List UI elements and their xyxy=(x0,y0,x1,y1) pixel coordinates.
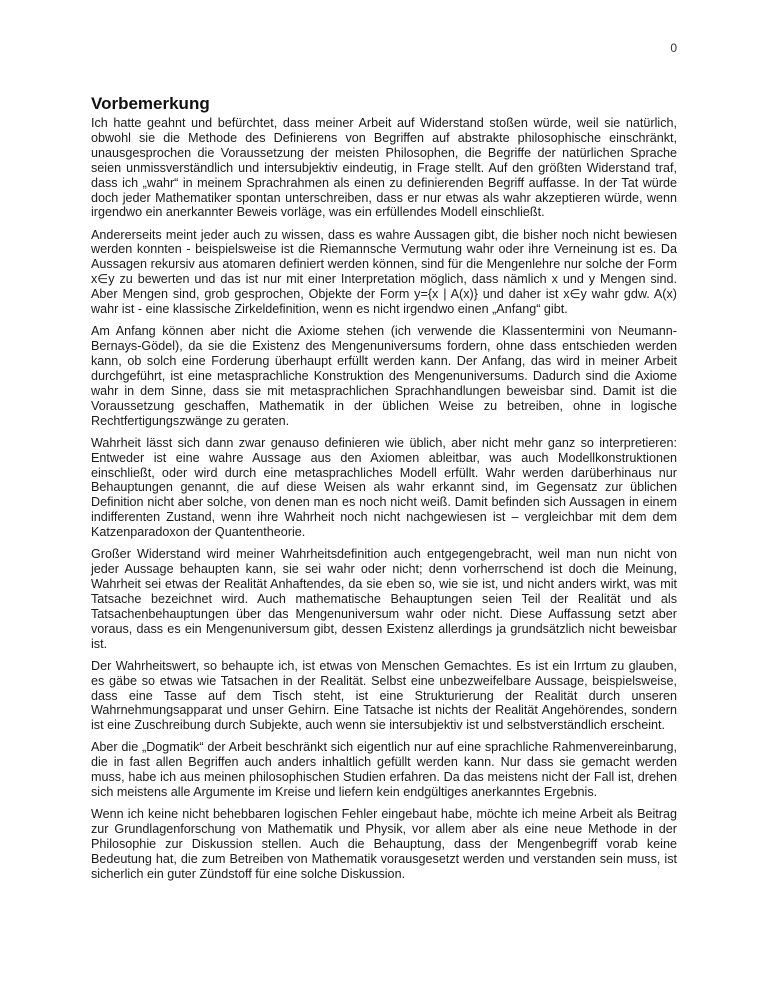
paragraph-2: Andererseits meint jeder auch zu wissen, dass es wahre Aussagen gibt, die bisher noch nicht bewiesen werden konnten - beispielsweise ist die Riemannsche Vermutung wahr oder ihre Verneinung ist es. Da Aussagen rekursiv aus atomaren definiert werden können, sind für die Mengenlehre nur solche der Form x∈y zu bewerten und das ist nur mit einer Interpretation möglich, dass nämlich x und y Mengen sind. Aber Mengen sind, grob gesprochen, Objekte der Form y={x | A(x)} und daher ist x∈y wahr gdw. A(x) wahr ist - eine klassische Zirkeldefinition, wenn es nicht irgendwo einen „Anfang“ gibt. xyxy=(91,227,677,317)
paragraph-6: Der Wahrheitswert, so behaupte ich, ist etwas von Menschen Gemachtes. Es ist ein Irrtum zu glauben, es gäbe so etwas wie Tatsachen in der Realität. Selbst eine unbezweifelbare Aussage, beispielsweise, dass eine Tasse auf dem Tisch steht, ist eine Strukturierung der Realität durch unseren Wahrnehmungsapparat und unser Gehirn. Eine Tatsache ist nichts der Realität Angehörendes, sondern ist eine Zuschreibung durch Subjekte, auch wenn sie intersubjektiv ist und selbstverständlich erscheint. xyxy=(91,658,677,733)
page-number: 0 xyxy=(670,41,677,55)
paragraph-5: Großer Widerstand wird meiner Wahrheitsdefinition auch entgegengebracht, weil man nun nicht von jeder Aussage behaupten kann, sie sei wahr oder nicht; denn vorherrschend ist doch die Meinung, Wahrheit sei etwas der Realität Anhaftendes, da sie eben so, wie sie ist, und nicht anders wirkt, was mit Tatsache bezeichnet wird. Auch mathematische Behauptungen seien Teil der Realität und als Tatsachenbehauptungen über das Mengenuniversum wahr oder nicht. Diese Auffassung setzt aber voraus, dass es ein Mengenuniversum gibt, dessen Existenz allerdings ja grundsätzlich nicht beweisbar ist. xyxy=(91,547,677,651)
paragraph-3: Am Anfang können aber nicht die Axiome stehen (ich verwende die Klassentermini von Neumann-Bernays-Gödel), da sie die Existenz des Mengenuniversums fordern, ohne dass entschieden werden kann, ob solch eine Forderung überhaupt erfüllt werden kann. Der Anfang, das wird in meiner Arbeit durchgeführt, ist eine metasprachliche Konstruktion des Mengenuniversums. Dadurch sind die Axiome wahr in dem Sinne, dass sie mit metasprachlichen Sprachhandlungen beweisbar sind. Damit ist die Voraussetzung geschaffen, Mathematik in der üblichen Weise zu betreiben, ohne in logische Rechtfertigungszwänge zu geraten. xyxy=(91,324,677,428)
paragraph-7: Aber die „Dogmatik“ der Arbeit beschränkt sich eigentlich nur auf eine sprachliche Rahmenvereinbarung, die in fast allen Begriffen auch anders inhaltlich gefüllt werden kann. Nur dass sie gemacht werden muss, habe ich aus meinen philosophischen Studien erfahren. Da das meistens nicht der Fall ist, drehen sich meistens alle Argumente im Kreise und liefern kein endgültiges anerkanntes Ergebnis. xyxy=(91,740,677,800)
paragraph-1: Ich hatte geahnt und befürchtet, dass meiner Arbeit auf Widerstand stoßen würde, weil sie natürlich, obwohl sie die Methode des Definierens von Begriffen auf abstrakte philosophische einschränkt, unausgesprochen die Voraussetzung der meisten Philosophen, die Begriffe der natürlichen Sprache seien unmissverständlich und intersubjektiv eindeutig, in Frage stellt. Auf den größten Widerstand traf, dass ich „wahr“ in meinem Sprachrahmen als einen zu definierenden Begriff auffasse. In der Tat würde doch jeder Mathematiker spontan unterschreiben, dass er nur etwas als wahr akzeptieren würde, wenn irgendwo ein anerkannter Beweis vorläge, was ein erfüllendes Modell einschließt. xyxy=(91,116,677,220)
paragraph-4: Wahrheit lässt sich dann zwar genauso definieren wie üblich, aber nicht mehr ganz so interpretieren: Entweder ist eine wahre Aussage aus den Axiomen ableitbar, was auch Modellkonstruktionen einschließt, oder wird durch eine metasprachliches Modell erfüllt. Wahr werden darüberhinaus nur Behauptungen genannt, die auf diese Weisen als wahr erkannt sind, im Gegensatz zur üblichen Definition nicht aber solche, von denen man es noch nicht weiß. Damit befinden sich Aussagen in einem indifferenten Zustand, wenn ihre Wahrheit noch nicht nachgewiesen ist – vergleichbar mit dem dem Katzenparadoxon der Quantentheorie. xyxy=(91,435,677,540)
paragraph-8: Wenn ich keine nicht behebbaren logischen Fehler eingebaut habe, möchte ich meine Arbeit als Beitrag zur Grundlagenforschung von Mathematik und Physik, vor allem aber als eine neue Methode in der Philosophie zur Diskussion stellen. Auch die Behauptung, dass der Mengenbegriff vorab keine Bedeutung hat, die zum Betreiben von Mathematik vorausgesetzt werden und verstanden sein muss, ist sicherlich ein guter Zündstoff für eine solche Diskussion. xyxy=(91,807,677,881)
section-heading: Vorbemerkung xyxy=(91,94,210,113)
document-body xyxy=(91,94,677,889)
